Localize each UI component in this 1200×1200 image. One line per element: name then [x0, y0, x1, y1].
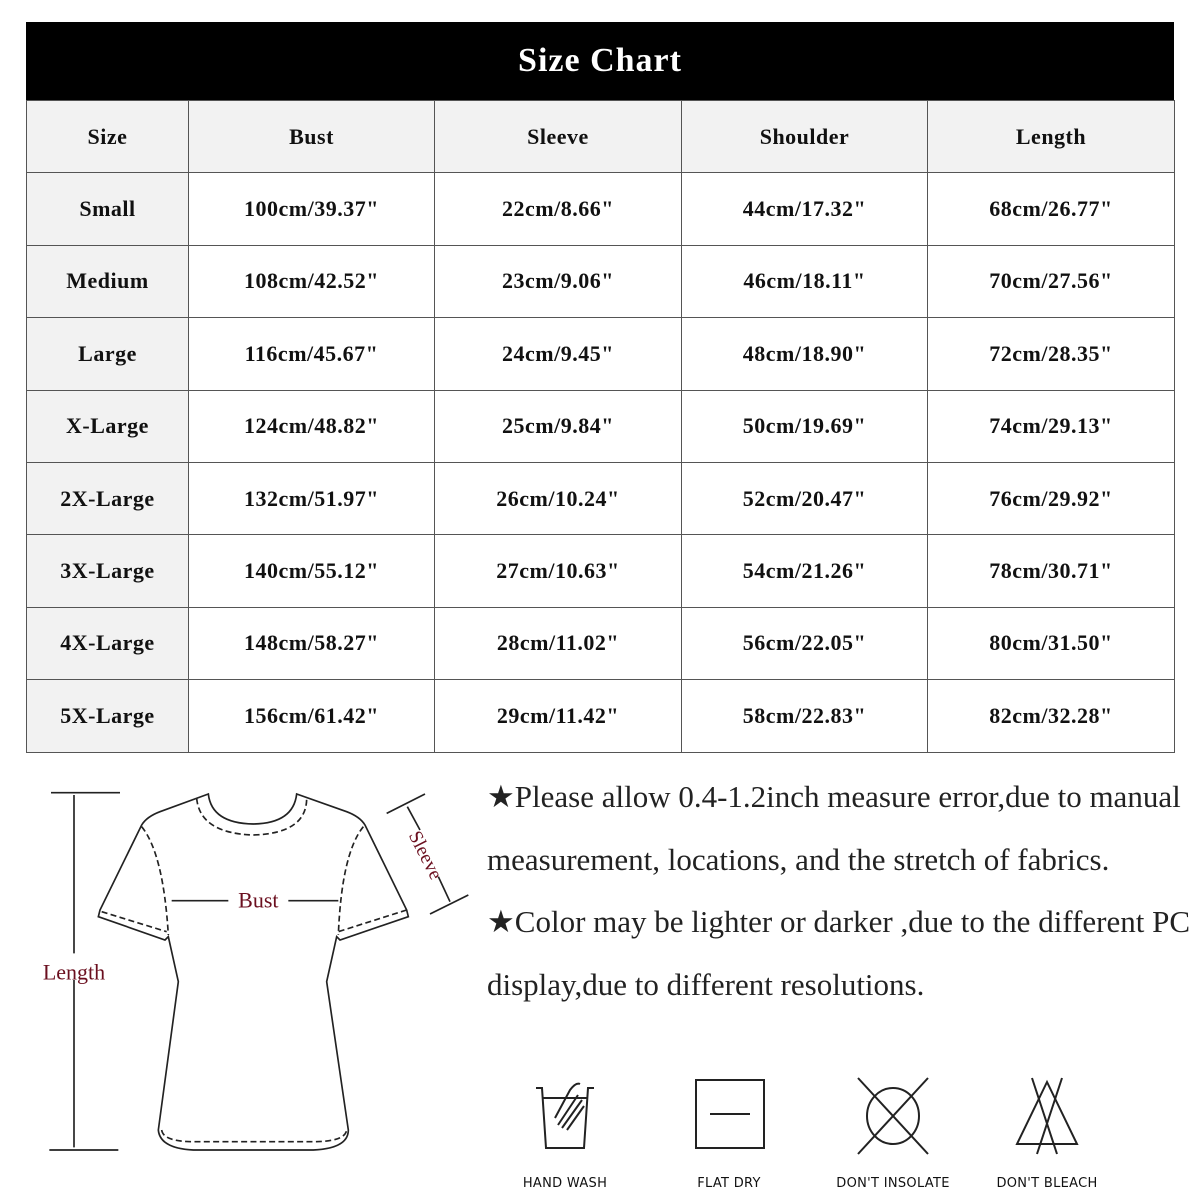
care-hand-wash: HAND WASH — [490, 1070, 640, 1191]
table-row — [27, 535, 1175, 607]
sleeve-label: Sleeve — [403, 827, 446, 884]
size-cell: Small — [27, 173, 189, 245]
measurement-cell: 74cm/29.13" — [928, 390, 1175, 462]
measurement-cell: 28cm/11.02" — [435, 607, 682, 679]
table-row — [27, 245, 1175, 317]
measurement-cell: 46cm/18.11" — [682, 245, 928, 317]
hand-wash-icon — [520, 1070, 610, 1160]
shirt-measurement-diagram — [20, 770, 480, 1190]
note-measure-error: ★Please allow 0.4-1.2inch measure error,due to manual measurement, locations, and the stretch of fabrics. — [487, 779, 1181, 877]
measurement-cell: 23cm/9.06" — [435, 245, 682, 317]
dont-insolate-icon — [848, 1070, 938, 1160]
measurement-cell: 72cm/28.35" — [928, 318, 1175, 390]
measurement-cell: 56cm/22.05" — [682, 607, 928, 679]
measurement-cell: 80cm/31.50" — [928, 607, 1175, 679]
table-row — [27, 607, 1175, 679]
measurement-cell: 68cm/26.77" — [928, 173, 1175, 245]
table-row — [27, 390, 1175, 462]
care-dont-insolate: DON'T INSOLATE — [818, 1070, 968, 1191]
measurement-cell: 27cm/10.63" — [435, 535, 682, 607]
measurement-cell: 132cm/51.97" — [189, 462, 435, 534]
chart-title: Size Chart — [26, 22, 1174, 100]
measurement-cell: 26cm/10.24" — [435, 462, 682, 534]
size-cell: 5X-Large — [27, 680, 189, 752]
table-row — [27, 462, 1175, 534]
measurement-cell: 148cm/58.27" — [189, 607, 435, 679]
measurement-cell: 48cm/18.90" — [682, 318, 928, 390]
column-header: Shoulder — [682, 101, 928, 173]
size-cell: 4X-Large — [27, 607, 189, 679]
header-row — [27, 101, 1175, 173]
size-table — [26, 100, 1175, 753]
dont-bleach-icon — [1002, 1070, 1092, 1160]
measurement-cell: 116cm/45.67" — [189, 318, 435, 390]
column-header: Sleeve — [435, 101, 682, 173]
measurement-cell: 100cm/39.37" — [189, 173, 435, 245]
size-cell: X-Large — [27, 390, 189, 462]
bust-label: Bust — [238, 887, 279, 913]
measurement-cell: 124cm/48.82" — [189, 390, 435, 462]
measurement-cell: 156cm/61.42" — [189, 680, 435, 752]
column-header: Length — [928, 101, 1175, 173]
measurement-cell: 54cm/21.26" — [682, 535, 928, 607]
measurement-cell: 140cm/55.12" — [189, 535, 435, 607]
flat-dry-icon — [684, 1070, 774, 1160]
column-header: Size — [27, 101, 189, 173]
measurement-cell: 50cm/19.69" — [682, 390, 928, 462]
measurement-cell: 52cm/20.47" — [682, 462, 928, 534]
care-flat-dry: FLAT DRY — [654, 1070, 804, 1191]
measurement-cell: 108cm/42.52" — [189, 245, 435, 317]
measurement-cell: 82cm/32.28" — [928, 680, 1175, 752]
size-cell: Medium — [27, 245, 189, 317]
size-cell: 3X-Large — [27, 535, 189, 607]
measurement-cell: 76cm/29.92" — [928, 462, 1175, 534]
measurement-cell: 25cm/9.84" — [435, 390, 682, 462]
measurement-cell: 70cm/27.56" — [928, 245, 1175, 317]
table-row — [27, 173, 1175, 245]
measurement-cell: 29cm/11.42" — [435, 680, 682, 752]
measurement-cell: 58cm/22.83" — [682, 680, 928, 752]
care-dont-bleach: DON'T BLEACH — [972, 1070, 1122, 1191]
measurement-cell: 22cm/8.66" — [435, 173, 682, 245]
length-label: Length — [42, 959, 106, 985]
table-row — [27, 680, 1175, 752]
column-header: Bust — [189, 101, 435, 173]
size-cell: 2X-Large — [27, 462, 189, 534]
shirt-outline — [98, 794, 408, 1150]
note-color: ★Color may be lighter or darker ,due to the different PC display,due to different resolutions. — [487, 904, 1191, 1002]
size-cell: Large — [27, 318, 189, 390]
table-row — [27, 318, 1175, 390]
measurement-cell: 78cm/30.71" — [928, 535, 1175, 607]
notes — [487, 766, 1197, 1016]
measurement-cell: 44cm/17.32" — [682, 173, 928, 245]
measurement-cell: 24cm/9.45" — [435, 318, 682, 390]
